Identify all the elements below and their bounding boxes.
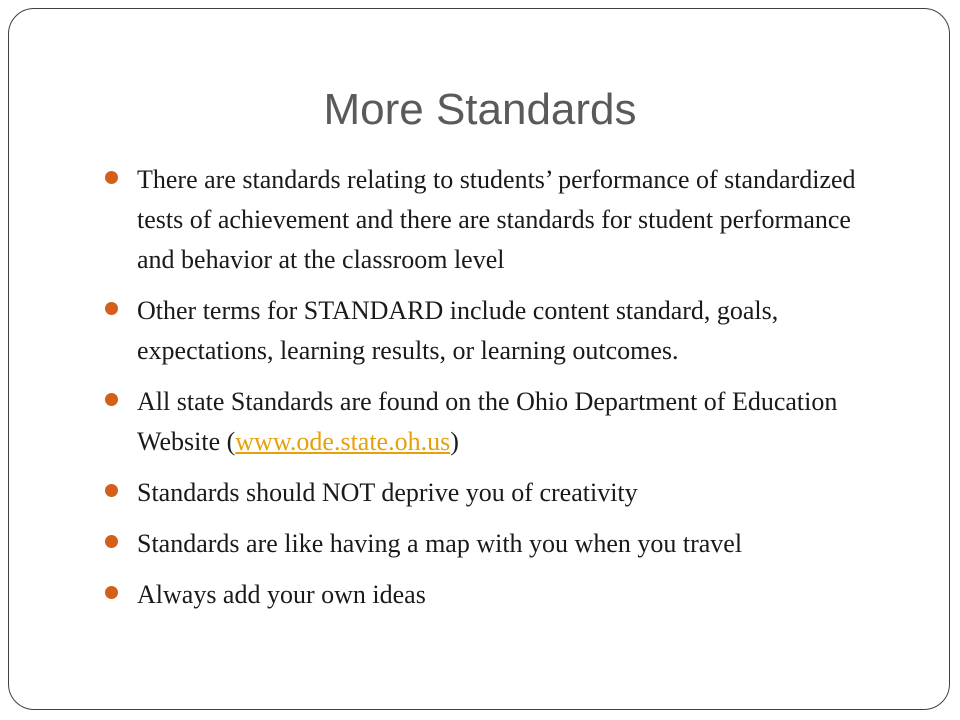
bullet-icon xyxy=(105,535,118,548)
bullet-text: There are standards relating to students’ performance of standardized tests of achievement and there are standards for student performance and behavior at the classroom level xyxy=(137,165,856,274)
list-item xyxy=(105,473,885,513)
bullet-text: ) xyxy=(450,427,459,456)
bullet-text: Always add your own ideas xyxy=(137,580,426,609)
bullet-text: Standards should NOT deprive you of creativity xyxy=(137,478,638,507)
slide-title: More Standards xyxy=(323,85,637,134)
list-item xyxy=(105,382,885,462)
bullet-icon xyxy=(105,393,118,406)
list-item xyxy=(105,524,885,564)
bullet-icon xyxy=(105,171,118,184)
list-item xyxy=(105,291,885,371)
list-item xyxy=(105,575,885,615)
bullet-icon xyxy=(105,586,118,599)
ode-website-link[interactable]: www.ode.state.oh.us xyxy=(235,427,451,456)
bullet-text: All state Standards are found on the Ohio Department of Education Website ( xyxy=(137,387,838,456)
bullet-text: Standards are like having a map with you when you travel xyxy=(137,529,743,558)
bullet-icon xyxy=(105,484,118,497)
bullet-list xyxy=(105,160,885,626)
bullet-text: Other terms for STANDARD include content standard, goals, expectations, learning results, or learning outcomes. xyxy=(137,296,779,365)
bullet-icon xyxy=(105,302,118,315)
list-item xyxy=(105,160,885,280)
